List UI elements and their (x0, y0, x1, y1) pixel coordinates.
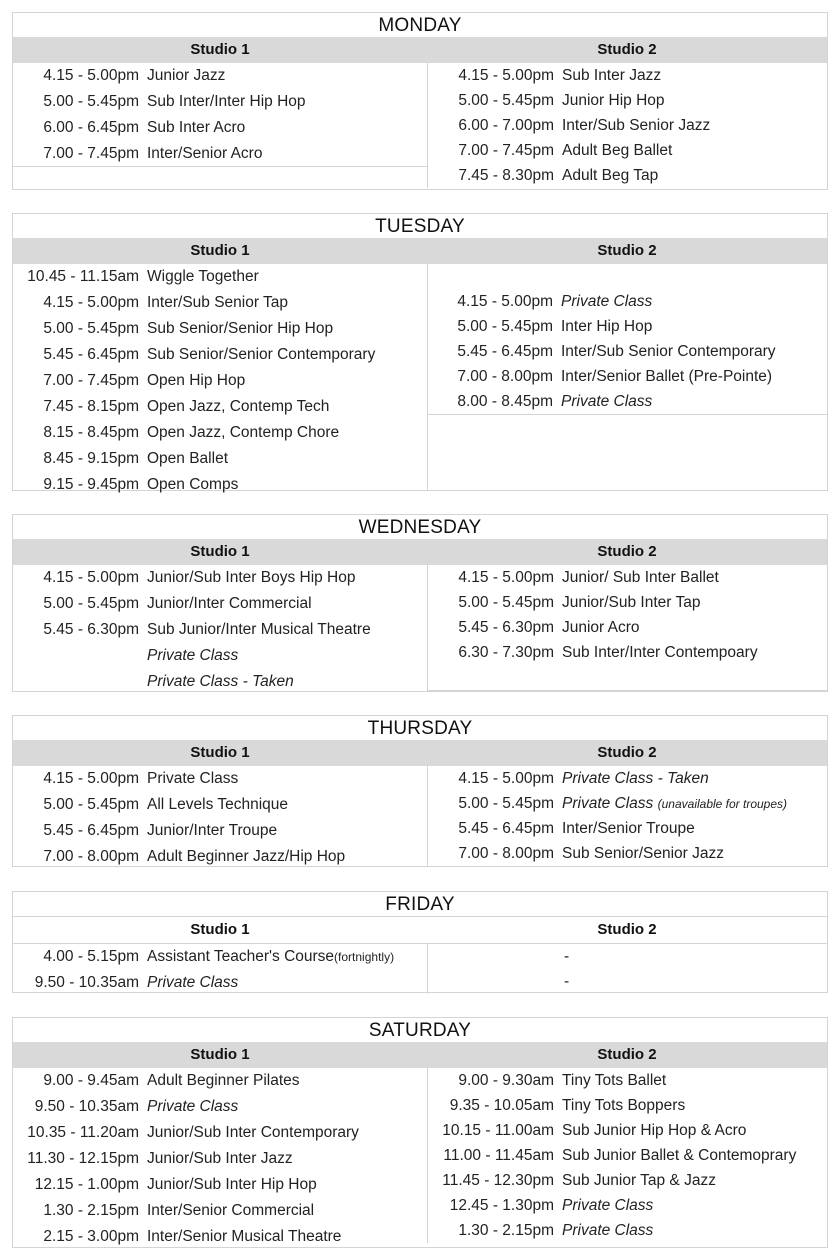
class-name: Sub Inter Jazz (562, 67, 662, 84)
saturday-schedule (12, 1017, 828, 1248)
class-name (139, 944, 394, 970)
class-time: 4.15 - 5.00pm (43, 67, 139, 84)
class-row (13, 944, 427, 970)
class-row (13, 1094, 427, 1120)
class-row (428, 138, 828, 163)
studio-1-header: Studio 1 (190, 921, 250, 938)
class-name: Adult Beg Ballet (562, 142, 673, 159)
class-name: Tiny Tots Ballet (562, 1072, 667, 1089)
studio-header-row (13, 238, 827, 264)
class-name-text: Assistant Teacher's Course (147, 948, 335, 965)
class-name: Private Class - Taken (147, 673, 294, 690)
class-name: Sub Senior/Senior Jazz (562, 845, 724, 862)
class-name: Junior/ Sub Inter Ballet (562, 569, 719, 586)
class-row (13, 1068, 427, 1094)
class-name: Junior/Inter Commercial (147, 595, 312, 612)
day-title: FRIDAY (385, 894, 455, 915)
class-time: 5.00 - 5.45pm (458, 795, 554, 812)
class-row (13, 617, 427, 643)
studio-header-row (13, 539, 827, 565)
class-note: (fortnightly) (334, 950, 395, 964)
class-time: 8.00 - 8.45pm (457, 393, 553, 410)
class-row (428, 590, 828, 615)
class-row (427, 314, 827, 339)
class-name: Junior Hip Hop (562, 92, 665, 109)
studio-2-column (427, 1068, 828, 1243)
class-row (13, 970, 427, 996)
class-row (13, 1198, 427, 1224)
class-row (13, 1172, 427, 1198)
class-row (13, 591, 427, 617)
class-row (13, 264, 427, 290)
class-row (427, 289, 827, 314)
class-time: 1.30 - 2.15pm (43, 1202, 139, 1219)
class-row (13, 1120, 427, 1146)
class-time: 5.45 - 6.45pm (458, 820, 554, 837)
day-title: WEDNESDAY (358, 517, 482, 538)
class-row (428, 640, 828, 665)
empty-slot-dash: - (564, 948, 570, 965)
class-row (428, 1168, 828, 1193)
class-name: Inter/Sub Senior Tap (147, 294, 289, 311)
class-time: 4.15 - 5.00pm (457, 293, 553, 310)
class-time: 7.00 - 8.00pm (43, 848, 139, 865)
class-time: 9.00 - 9.30am (458, 1072, 554, 1089)
class-row (13, 342, 427, 368)
class-row (428, 113, 828, 138)
class-time: 4.15 - 5.00pm (43, 569, 139, 586)
tuesday-schedule (12, 213, 828, 491)
studio-1-column (13, 1068, 427, 1250)
class-name: Private Class (561, 393, 653, 410)
class-time: 10.15 - 11.00am (442, 1122, 554, 1139)
class-time: 5.45 - 6.30pm (458, 619, 554, 636)
class-row (427, 389, 827, 414)
class-name: Junior/Sub Inter Contemporary (147, 1124, 359, 1141)
class-row (13, 89, 427, 115)
class-row (13, 818, 427, 844)
class-time: 8.45 - 9.15pm (43, 450, 139, 467)
class-row (13, 844, 427, 870)
class-row (428, 88, 828, 113)
studio-1-column (13, 944, 427, 996)
studio-1-column (13, 63, 427, 167)
class-name: Open Hip Hop (147, 372, 246, 389)
studio-1-header: Studio 1 (190, 242, 250, 259)
class-name: Inter/Senior Ballet (Pre-Pointe) (561, 368, 773, 385)
class-name (554, 791, 787, 817)
class-row (13, 290, 427, 316)
empty-row (427, 264, 827, 289)
class-name: Junior Jazz (147, 67, 226, 84)
class-time: 7.45 - 8.15pm (43, 398, 139, 415)
class-name: Junior/Inter Troupe (147, 822, 278, 839)
class-name: Private Class (562, 1222, 654, 1239)
studio-2-column (427, 63, 828, 188)
class-time: 11.00 - 11.45am (443, 1147, 554, 1164)
class-row (428, 1093, 828, 1118)
class-row (13, 141, 427, 167)
class-row (13, 63, 427, 89)
class-name: Inter/Sub Senior Jazz (562, 117, 711, 134)
class-name: Sub Junior Tap & Jazz (562, 1172, 716, 1189)
class-time: 7.45 - 8.30pm (458, 167, 554, 184)
class-name: Inter/Senior Troupe (562, 820, 695, 837)
class-name: Private Class (147, 974, 239, 991)
studio-1-header: Studio 1 (190, 744, 250, 761)
studio-2-header: Studio 2 (597, 1046, 657, 1063)
studio-2-header: Studio 2 (597, 242, 657, 259)
class-row (428, 1218, 828, 1243)
empty-slot-dash: - (564, 973, 570, 990)
day-title: THURSDAY (367, 718, 473, 739)
class-note: (unavailable for troupes) (657, 797, 788, 811)
class-name: Tiny Tots Boppers (562, 1097, 686, 1114)
class-time: 9.15 - 9.45pm (43, 476, 139, 493)
class-name: Private Class (147, 647, 239, 664)
studio-header-row (13, 740, 827, 766)
class-name: Private Class (147, 770, 239, 787)
class-name: Sub Junior Ballet & Contemoprary (562, 1147, 797, 1164)
monday-schedule (12, 12, 828, 190)
class-time: 10.45 - 11.15am (27, 268, 139, 285)
day-title: SATURDAY (368, 1020, 472, 1041)
class-name: Private Class (561, 293, 653, 310)
class-name: Open Ballet (147, 450, 228, 467)
class-time: 4.15 - 5.00pm (458, 67, 554, 84)
class-time: 12.15 - 1.00pm (34, 1176, 139, 1193)
friday-schedule (12, 891, 828, 993)
class-row (428, 1118, 828, 1143)
class-name: Sub Senior/Senior Hip Hop (147, 320, 334, 337)
class-row (13, 472, 427, 498)
class-time: 4.15 - 5.00pm (458, 569, 554, 586)
class-time: 4.15 - 5.00pm (458, 770, 554, 787)
class-row (427, 339, 827, 364)
class-row (13, 1146, 427, 1172)
class-time: 9.00 - 9.45am (43, 1072, 139, 1089)
class-row (13, 316, 427, 342)
class-time: 5.00 - 5.45pm (458, 594, 554, 611)
class-time: 5.45 - 6.45pm (43, 346, 139, 363)
class-row (13, 446, 427, 472)
day-title: TUESDAY (375, 216, 465, 237)
class-time: 8.15 - 8.45pm (43, 424, 139, 441)
class-name: Junior/Sub Inter Tap (562, 594, 701, 611)
class-time: 6.00 - 6.45pm (43, 119, 139, 136)
class-name: Wiggle Together (147, 268, 259, 285)
class-row (428, 791, 828, 816)
class-time: 4.15 - 5.00pm (43, 770, 139, 787)
class-name: Sub Inter/Inter Hip Hop (147, 93, 306, 110)
class-name: Sub Junior/Inter Musical Theatre (147, 621, 371, 638)
class-time: 11.45 - 12.30pm (442, 1172, 554, 1189)
studio-1-header: Studio 1 (190, 543, 250, 560)
studio-2-header: Studio 2 (597, 921, 657, 938)
class-time: 5.00 - 5.45pm (43, 93, 139, 110)
class-name: Sub Senior/Senior Contemporary (147, 346, 376, 363)
class-time: 10.35 - 11.20am (27, 1124, 139, 1141)
studio-header-row (13, 916, 827, 944)
class-name: Sub Inter Acro (147, 119, 246, 136)
class-row (13, 643, 427, 669)
studio-header-row (13, 1042, 827, 1068)
class-time: 12.45 - 1.30pm (449, 1197, 554, 1214)
class-row (428, 615, 828, 640)
class-time: 2.15 - 3.00pm (43, 1228, 139, 1245)
class-row (13, 420, 427, 446)
class-time: 6.30 - 7.30pm (458, 644, 554, 661)
class-row (428, 841, 828, 866)
class-name: Inter Hip Hop (561, 318, 653, 335)
class-row (13, 1224, 427, 1250)
studio-2-header: Studio 2 (597, 744, 657, 761)
class-time: 5.00 - 5.45pm (43, 320, 139, 337)
class-time: 7.00 - 8.00pm (458, 845, 554, 862)
class-time: 5.45 - 6.45pm (457, 343, 553, 360)
wednesday-schedule (12, 514, 828, 692)
class-name: Private Class - Taken (562, 770, 709, 787)
class-time: 11.30 - 12.15pm (27, 1150, 139, 1167)
class-time: 5.00 - 5.45pm (457, 318, 553, 335)
class-time: 9.50 - 10.35am (34, 974, 139, 991)
class-name: Junior/Sub Inter Jazz (147, 1150, 293, 1167)
class-name: Junior/Sub Inter Hip Hop (147, 1176, 317, 1193)
class-row (13, 792, 427, 818)
class-time: 6.00 - 7.00pm (458, 117, 554, 134)
class-time: 9.50 - 10.35am (34, 1098, 139, 1115)
studio-2-header: Studio 2 (597, 41, 657, 58)
class-time: 9.35 - 10.05am (449, 1097, 554, 1114)
class-time: 5.45 - 6.45pm (43, 822, 139, 839)
class-time: 7.00 - 7.45pm (458, 142, 554, 159)
studio-2-column (427, 264, 827, 415)
class-row (428, 816, 828, 841)
class-row (13, 368, 427, 394)
class-name: Inter/Senior Commercial (147, 1202, 315, 1219)
class-time: 7.00 - 7.45pm (43, 145, 139, 162)
class-time: 7.00 - 8.00pm (457, 368, 553, 385)
class-row (428, 1193, 828, 1218)
class-name-text: Private Class (562, 795, 654, 812)
class-name: Sub Inter/Inter Contempoary (562, 644, 758, 661)
class-name: Open Jazz, Contemp Chore (147, 424, 340, 441)
class-row (428, 969, 828, 994)
class-row (13, 394, 427, 420)
class-row (428, 1068, 828, 1093)
class-time: 7.00 - 7.45pm (43, 372, 139, 389)
day-title: MONDAY (378, 15, 462, 36)
thursday-schedule (12, 715, 828, 867)
class-time: 5.00 - 5.45pm (458, 92, 554, 109)
class-time: 4.15 - 5.00pm (43, 294, 139, 311)
class-row (13, 565, 427, 591)
class-name: All Levels Technique (147, 796, 289, 813)
class-name: Open Jazz, Contemp Tech (147, 398, 330, 415)
studio-2-column (427, 944, 828, 994)
class-name: Private Class (147, 1098, 239, 1115)
class-row (428, 163, 828, 188)
studio-1-header: Studio 1 (190, 41, 250, 58)
class-name: Sub Junior Hip Hop & Acro (562, 1122, 747, 1139)
class-name: Inter/Senior Acro (147, 145, 263, 162)
class-row (13, 766, 427, 792)
class-name: Adult Beginner Pilates (147, 1072, 300, 1089)
studio-2-header: Studio 2 (597, 543, 657, 560)
class-time: 5.00 - 5.45pm (43, 796, 139, 813)
class-name: Private Class (562, 1197, 654, 1214)
studio-1-column (13, 565, 427, 695)
class-time: 4.00 - 5.15pm (43, 948, 139, 965)
class-time: 5.45 - 6.30pm (43, 621, 139, 638)
class-name: Junior/Sub Inter Boys Hip Hop (147, 569, 356, 586)
class-time: 5.00 - 5.45pm (43, 595, 139, 612)
class-row (428, 565, 828, 590)
class-row (13, 669, 427, 695)
class-name: Adult Beg Tap (562, 167, 659, 184)
class-name: Open Comps (147, 476, 239, 493)
class-row (13, 115, 427, 141)
studio-1-column (13, 766, 427, 870)
class-time: 1.30 - 2.15pm (458, 1222, 554, 1239)
class-name: Inter/Sub Senior Contemporary (561, 343, 776, 360)
studio-2-column (427, 565, 828, 691)
class-row (428, 1143, 828, 1168)
class-row (428, 63, 828, 88)
class-name: Inter/Senior Musical Theatre (147, 1228, 342, 1245)
class-row (427, 364, 827, 389)
studio-1-header: Studio 1 (190, 1046, 250, 1063)
class-name: Adult Beginner Jazz/Hip Hop (147, 848, 346, 865)
class-row (428, 944, 828, 969)
studio-2-column (427, 766, 828, 866)
class-name: Junior Acro (562, 619, 640, 636)
studio-1-column (13, 264, 428, 493)
studio-header-row (13, 37, 827, 63)
class-row (428, 766, 828, 791)
